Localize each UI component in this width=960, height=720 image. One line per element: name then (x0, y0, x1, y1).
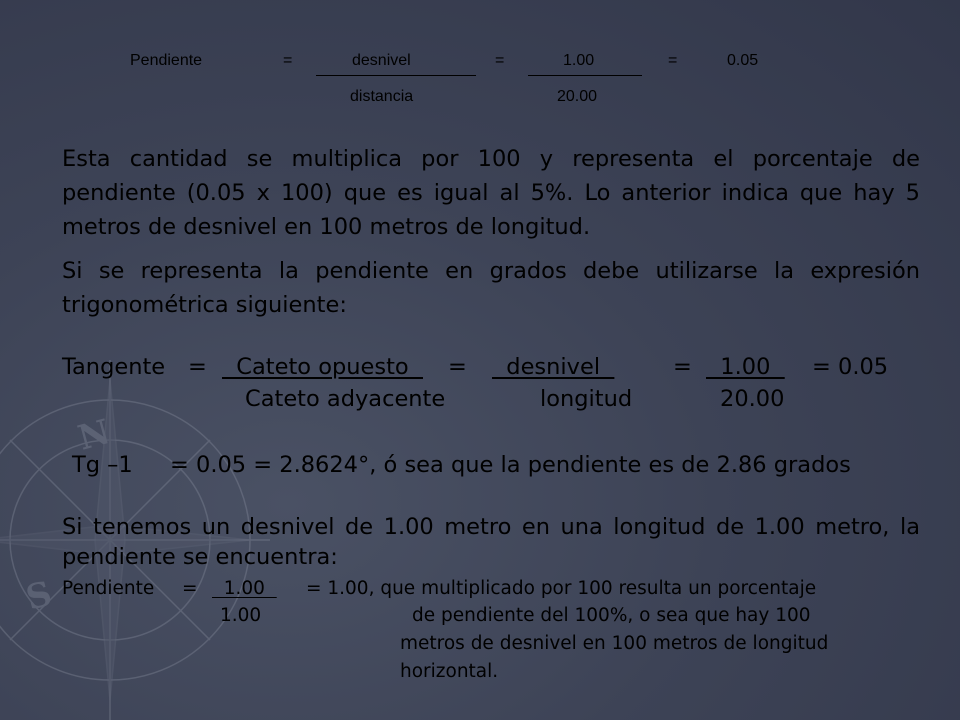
tangent-numerator-value: 1.00 (706, 354, 785, 380)
tangent-equals-2: = (448, 354, 467, 380)
formula1-fraction-bar-1 (316, 75, 476, 76)
arctan-result-text: = 0.05 = 2.8624°, ó sea que la pendiente es de 2.86 grados (170, 452, 851, 478)
paragraph-example-intro: Si tenemos un desnivel de 1.00 metro en una longitud de 1.00 metro, la pendiente se encuentra: (62, 514, 920, 570)
formula1-label: Pendiente (130, 52, 203, 69)
compass-letter-s: S (21, 573, 57, 619)
formula1-denominator-2: 20.00 (557, 88, 598, 105)
tangent-label: Tangente (62, 354, 166, 380)
formula1-equals-2: = (495, 52, 505, 69)
formula3-numerator: 1.00 (212, 578, 277, 599)
arctan-label: Tg –1 (72, 452, 133, 478)
formula3-label: Pendiente (62, 578, 155, 599)
paragraph-degrees-intro: Si se representa la pendiente en grados debe utilizarse la expresión trigonométrica siguiente: (62, 258, 920, 318)
compass-letter-n: N (73, 412, 115, 459)
tangent-denominator-value: 20.00 (720, 386, 785, 412)
tangent-equals-3: = (673, 354, 692, 380)
paragraph-percentage-explanation: Esta cantidad se multiplica por 100 y representa el porcentaje de pendiente (0.05 x 100) que es igual al 5%. Lo anterior indica que hay 5 metros de desnivel en 100 metros de longitud. (62, 146, 920, 240)
formula3-explanation-line4: horizontal. (400, 661, 499, 682)
tangent-equals-1: = (188, 354, 207, 380)
formula3-explanation-line1: = 1.00, que multiplicado por 100 resulta un porcentaje (306, 578, 817, 599)
tangent-denominator-adjacent: Cateto adyacente (245, 386, 446, 412)
tangent-result: = 0.05 (812, 354, 889, 380)
formula1-result: 0.05 (727, 52, 759, 69)
formula3-explanation-line3: metros de desnivel en 100 metros de longitud (400, 633, 829, 654)
formula1-fraction-bar-2 (528, 75, 642, 76)
formula3-equals: = (182, 578, 198, 599)
formula1-denominator-1: distancia (350, 88, 414, 105)
formula1-numerator-2: 1.00 (563, 52, 595, 69)
tangent-denominator-longitud: longitud (540, 386, 633, 412)
formula1-equals-1: = (283, 52, 293, 69)
formula1-equals-3: = (668, 52, 678, 69)
tangent-numerator-desnivel: desnivel (492, 354, 615, 380)
tangent-numerator-opposite: Cateto opuesto (222, 354, 423, 380)
formula3-denominator: 1.00 (220, 605, 262, 626)
formula1-numerator-1: desnivel (352, 52, 411, 69)
formula3-explanation-line2: de pendiente del 100%, o sea que hay 100 (412, 605, 811, 626)
